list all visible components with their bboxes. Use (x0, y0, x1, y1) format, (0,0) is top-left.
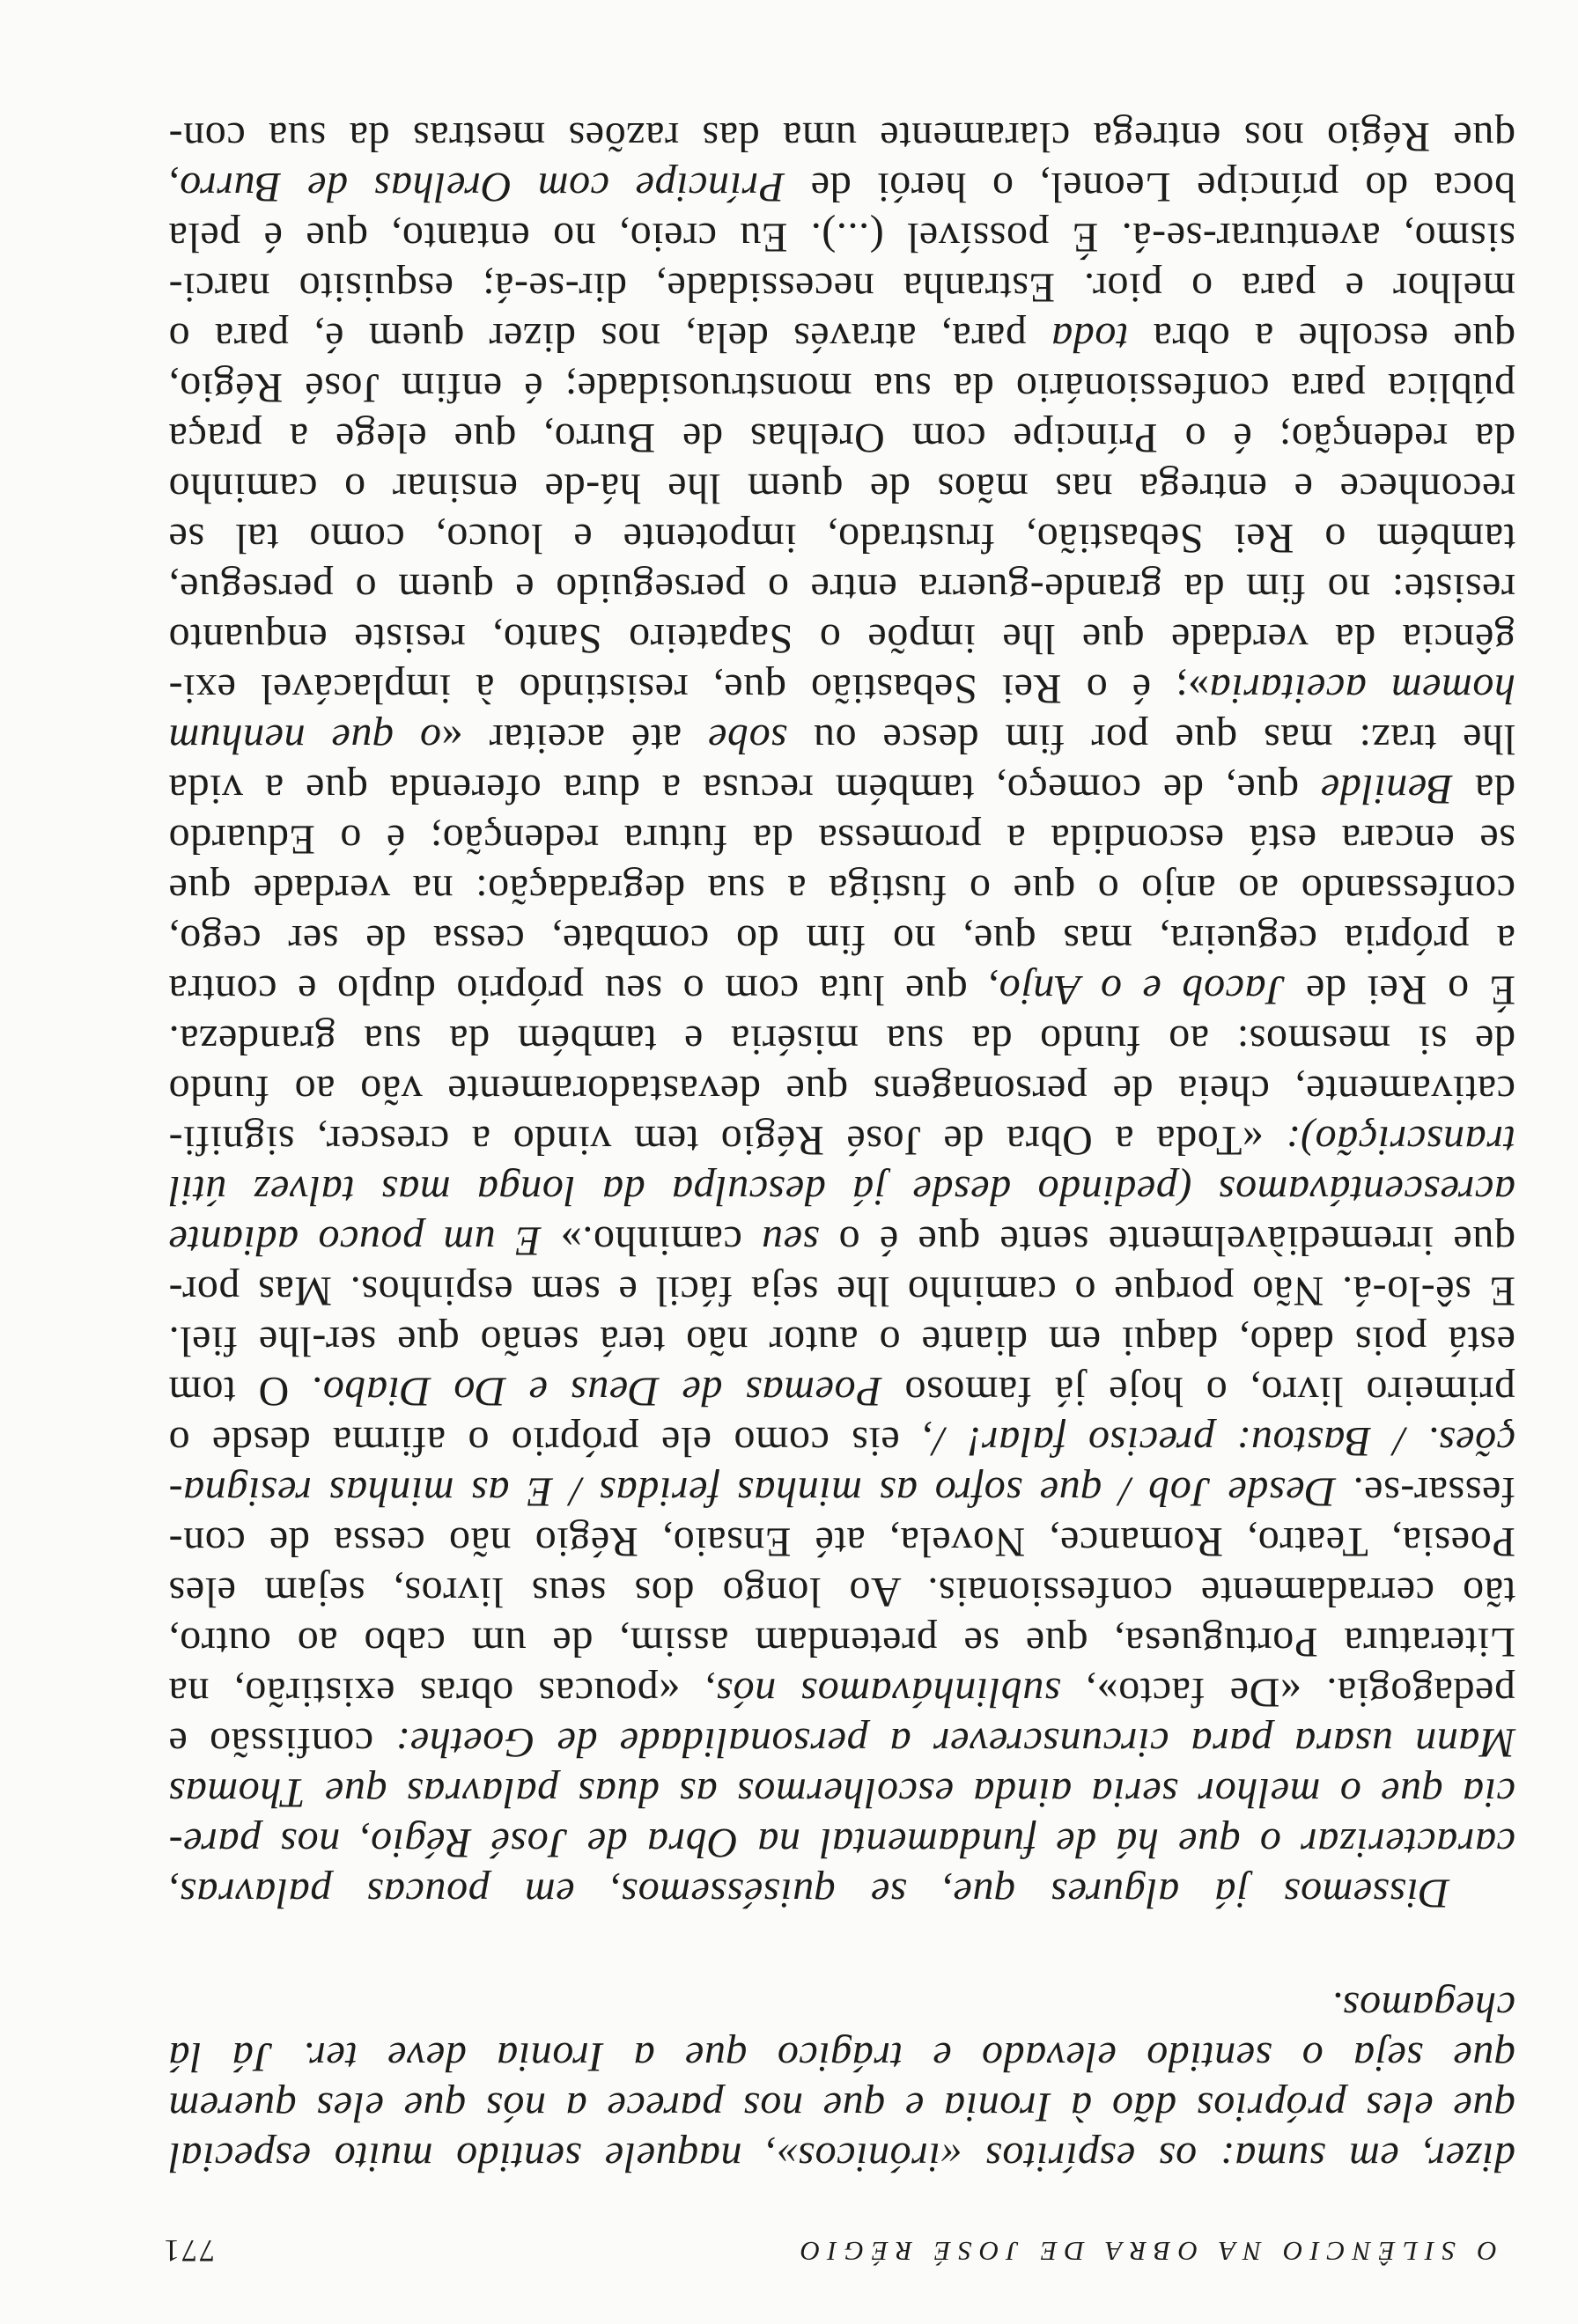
text-run: se encara está escondida a promessa da futura redenção; é o Eduardo (168, 816, 1515, 863)
text-run: que Régio nos entrega claramente uma das razões mestras da sua con- (168, 114, 1515, 160)
italic-text-run: sobe (707, 716, 787, 762)
text-line (168, 513, 1515, 563)
text-line (168, 2032, 1515, 2082)
text-line (168, 2132, 1515, 2182)
text-line (168, 1115, 1515, 1166)
text-line (168, 664, 1515, 714)
text-run: resiste: no fim da grande-guerra entre o perseguido e quem o persegue, (168, 565, 1515, 612)
text-run: , (168, 164, 180, 210)
text-run: . O tom (168, 1368, 323, 1415)
text-line (168, 965, 1515, 1015)
text-run: confessando ao anjo o que o fustiga a sua degradação: na verdade que (168, 866, 1515, 913)
italic-text-run: o que nenhum (168, 716, 442, 762)
text-line (168, 915, 1515, 965)
text-run: boca do príncipe Leonel, o herói de (785, 164, 1515, 210)
italic-text-run: que eles próprios dão à Ironia e que nos parece a nós que eles querem (168, 2084, 1515, 2130)
text-run: cativamente, cheia de personagens que devastadoramente vão ao fundo (168, 1067, 1515, 1114)
page-number: 771 (162, 2233, 215, 2269)
italic-text-run: toda (1051, 314, 1129, 361)
text-run: até aceitar « (441, 716, 708, 762)
text-line (168, 1467, 1515, 1517)
text-run: que irremediàvelmente sente que é o (819, 1217, 1515, 1264)
text-run: está pois dado, daqui em diante o autor não terá senão que ser-lhe fiel. (168, 1318, 1515, 1364)
italic-text-run: Benilde (1320, 766, 1454, 813)
italic-text-run: seu (761, 1217, 820, 1264)
text-run: tão cerradamente confessionais. Ao longo dos seus livros, sejam eles (168, 1569, 1515, 1615)
text-line (168, 413, 1515, 463)
text-run: lhe traz: mas que por fim desce ou (787, 716, 1515, 762)
text-run: , eis como ele próprio o afirma desde o (168, 1418, 933, 1465)
text-line (168, 814, 1515, 864)
text-line (168, 1617, 1515, 1667)
italic-text-run: homem aceitaria (1209, 666, 1515, 712)
text-run: de si mesmos: ao fundo da sua miséria e também da sua grandeza. (168, 1017, 1515, 1063)
text-line (168, 1065, 1515, 1115)
text-run: gência da verdade que lhe impõe o Sapateiro Santo, resiste enquanto (168, 615, 1515, 662)
text-run: melhor e para o pior. Estranha necessidade, dir-se-á; esquisito narci- (168, 264, 1515, 311)
text-line (168, 1818, 1515, 1868)
text-run: da redenção; é o Príncipe com Orelhas de Burro, que elege a praça (168, 415, 1515, 461)
italic-text-run: Poemas de Deus e Do Diabo (322, 1368, 882, 1415)
italic-text-run: Desde Job / que sofro as minhas feridas / E as minhas resigna- (168, 1468, 1336, 1515)
text-run: Poesia, Teatro, Romance, Novela, até Ensaio, Régio não cessa de con- (168, 1519, 1515, 1565)
text-line (168, 1868, 1515, 1918)
text-line (168, 162, 1515, 212)
italic-text-run: E um pouco adiante (168, 1217, 542, 1264)
text-run: também o Rei Sebastião, frustrado, impotente e louco, como tal se (168, 515, 1515, 562)
text-line (168, 1316, 1515, 1366)
text-run: para, através dela, nos dizer quem é, para o (168, 314, 1051, 361)
text-line (168, 1982, 1515, 2032)
text-line (168, 714, 1515, 764)
text-line (168, 1216, 1515, 1266)
text-line (168, 2082, 1515, 2132)
text-line (168, 212, 1515, 262)
text-line (168, 1567, 1515, 1617)
text-run: É o Rei de (1285, 967, 1515, 1013)
italic-text-run: dizer, em suma: os espíritos «irónicos», naquele sentido muito especial (168, 2134, 1515, 2181)
text-run: »; é o Rei Sebastião que, resistindo à implacável exi- (168, 666, 1210, 712)
italic-text-run: chegamos. (1331, 1983, 1515, 2030)
paragraph-continued (168, 1982, 1515, 2182)
text-line (168, 563, 1515, 614)
text-line (168, 1667, 1515, 1717)
italic-text-run: que seja o sentido elevado e trágico que a Ironia deve ter. Já lá (168, 2034, 1515, 2080)
text-line (168, 1416, 1515, 1467)
text-line (168, 1517, 1515, 1567)
italic-text-run: caracterizar o que há de fundamental na Obra de José Régio, nos pare- (168, 1820, 1515, 1866)
text-line (168, 112, 1515, 162)
text-run: fessar-se. (1335, 1468, 1515, 1515)
italic-text-run: Dissemos já algures que, se quiséssemos, em poucas palavras, (168, 1870, 1449, 1916)
italic-text-run: sublinhávamos nós (715, 1669, 1061, 1716)
text-run: caminho.» (541, 1217, 762, 1264)
running-title: O SILÊNCIO NA OBRA DE JOSÉ RÉGIO (793, 2236, 1497, 2267)
italic-text-run: Príncipe com Orelhas de Burro (179, 164, 785, 210)
text-run: primeiro livro, o hoje já famoso (881, 1368, 1515, 1415)
running-head (162, 2231, 1497, 2271)
text-line (168, 614, 1515, 664)
text-line (168, 1266, 1515, 1316)
text-line (168, 1015, 1515, 1065)
text-run: , que luta com o seu próprio duplo e contra (168, 967, 999, 1013)
text-run: pública para confessionário da sua monstruosidade; é enfim José Régio, (168, 364, 1515, 411)
text-run: pedagogia. «De facto», (1060, 1669, 1515, 1716)
text-line (168, 864, 1515, 915)
text-run: «Toda a Obra de José Régio tem vindo a crescer, signifi- (168, 1117, 1286, 1164)
text-line (168, 764, 1515, 814)
italic-text-run: ções. / Bastou: preciso falar! / (933, 1418, 1515, 1465)
text-run: sismo, aventurar-se-á. É possível (...). Eu creio, no entanto, que é pela (168, 214, 1515, 261)
italic-text-run: Jacob e o Anjo (999, 967, 1286, 1013)
text-run: da (1453, 766, 1515, 813)
italic-text-run: cia que o melhor seria ainda escolhermos as duas palavras que Thomas (168, 1769, 1515, 1816)
text-line (168, 1768, 1515, 1818)
italic-text-run: transcrição): (1285, 1117, 1515, 1164)
text-line (168, 363, 1515, 413)
text-line (168, 313, 1515, 363)
text-run: confissão e (168, 1719, 374, 1766)
text-run: que, de começo, também recusa a dura oferenda que a vida (167, 766, 1321, 813)
text-line (168, 1166, 1515, 1216)
text-run: , «poucas obras existirão, na (168, 1669, 716, 1716)
text-run: Literatura Portuguesa, que se pretendam assim, de um cabo ao outro, (168, 1619, 1515, 1666)
paragraph (168, 112, 1515, 1918)
italic-text-run: acrescentávamos (pedindo desde já desculpa da longa mas talvez útil (168, 1167, 1515, 1214)
text-line (168, 1366, 1515, 1416)
italic-text-run: Mann usara para circunscrever a personalidade de Goethe: (373, 1719, 1515, 1766)
text-line (168, 262, 1515, 313)
text-run: a própria cegueira, mas que, no fim do combate, cessa de ser cego, (168, 916, 1515, 963)
text-run: que escolhe a obra (1128, 314, 1515, 361)
text-line (168, 1717, 1515, 1768)
text-line (168, 463, 1515, 513)
text-run: reconhece e entrega nas mãos de quem lhe há-de ensinar o caminho (168, 465, 1515, 511)
text-run: E sê-lo-á. Não porque o caminho lhe seja fácil e sem espinhos. Mas por- (168, 1268, 1515, 1314)
